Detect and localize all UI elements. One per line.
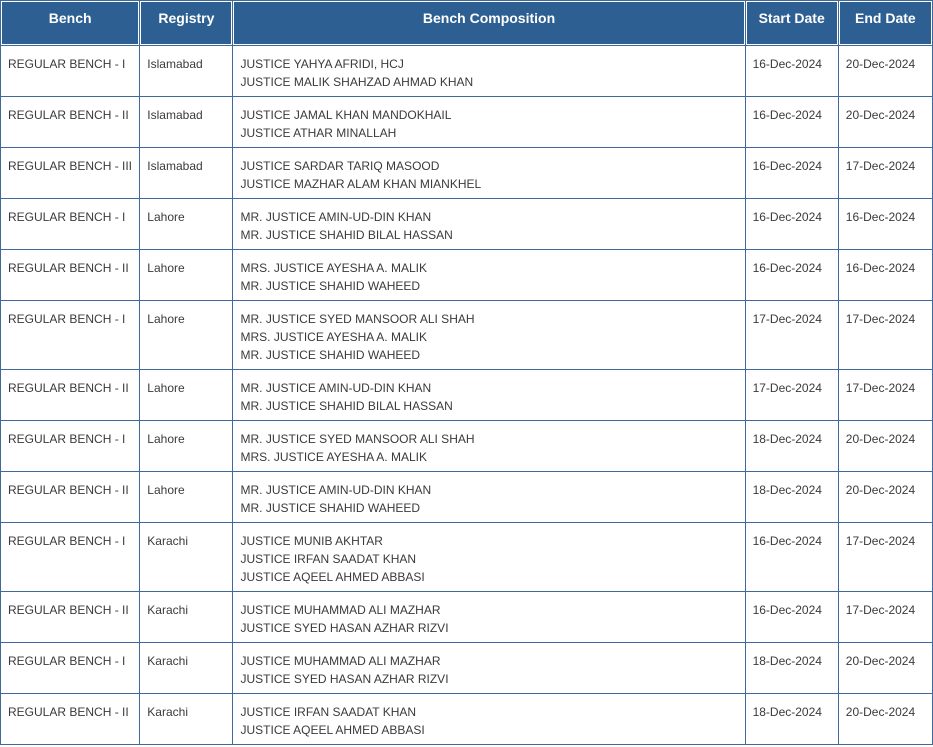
- end-date-cell: 20-Dec-2024: [839, 694, 932, 744]
- end-date-cell: 20-Dec-2024: [839, 46, 932, 96]
- judge-name: MR. JUSTICE SYED MANSOOR ALI SHAH: [240, 312, 475, 326]
- registry-cell: Islamabad: [140, 97, 232, 147]
- start-date-cell: 16-Dec-2024: [746, 46, 838, 96]
- bench-composition-cell: [233, 643, 744, 693]
- judge-name: MR. JUSTICE SHAHID WAHEED: [240, 348, 421, 362]
- judge-name: MRS. JUSTICE AYESHA A. MALIK: [240, 450, 427, 464]
- bench-cell: REGULAR BENCH - I: [1, 523, 139, 591]
- bench-cell: REGULAR BENCH - II: [1, 592, 139, 642]
- bench-cell: REGULAR BENCH - I: [1, 643, 139, 693]
- bench-composition-cell: [233, 97, 744, 147]
- judge-name: JUSTICE MUHAMMAD ALI MAZHAR: [240, 603, 441, 617]
- judge-name: JUSTICE MUNIB AKHTAR: [240, 534, 383, 548]
- registry-cell: Lahore: [140, 301, 232, 369]
- registry-cell: Lahore: [140, 472, 232, 522]
- bench-cell: REGULAR BENCH - I: [1, 199, 139, 249]
- registry-cell: Lahore: [140, 370, 232, 420]
- judge-name: MR. JUSTICE SHAHID BILAL HASSAN: [240, 399, 453, 413]
- table-row: [1, 523, 932, 591]
- table-header: [1, 1, 932, 45]
- start-date-cell: 17-Dec-2024: [746, 370, 838, 420]
- bench-cell: REGULAR BENCH - II: [1, 250, 139, 300]
- start-date-cell: 16-Dec-2024: [746, 592, 838, 642]
- end-date-cell: 17-Dec-2024: [839, 148, 932, 198]
- judge-name: MR. JUSTICE SYED MANSOOR ALI SHAH: [240, 432, 475, 446]
- judge-name: JUSTICE SYED HASAN AZHAR RIZVI: [240, 672, 449, 686]
- bench-composition-cell: [233, 472, 744, 522]
- table-row: [1, 370, 932, 420]
- end-date-cell: 17-Dec-2024: [839, 370, 932, 420]
- start-date-cell: 16-Dec-2024: [746, 148, 838, 198]
- judge-name: MR. JUSTICE SHAHID BILAL HASSAN: [240, 228, 453, 242]
- table-row: [1, 643, 932, 693]
- table-row: [1, 472, 932, 522]
- judge-name: MRS. JUSTICE AYESHA A. MALIK: [240, 261, 427, 275]
- start-date-cell: 18-Dec-2024: [746, 472, 838, 522]
- table-row: [1, 250, 932, 300]
- bench-cell: REGULAR BENCH - I: [1, 46, 139, 96]
- registry-cell: Karachi: [140, 592, 232, 642]
- end-date-cell: 20-Dec-2024: [839, 97, 932, 147]
- bench-composition-cell: [233, 250, 744, 300]
- header-registry: Registry: [140, 1, 232, 45]
- judge-name: JUSTICE AQEEL AHMED ABBASI: [240, 723, 425, 737]
- judge-name: JUSTICE MUHAMMAD ALI MAZHAR: [240, 654, 441, 668]
- registry-cell: Lahore: [140, 250, 232, 300]
- start-date-cell: 16-Dec-2024: [746, 523, 838, 591]
- judge-name: JUSTICE AQEEL AHMED ABBASI: [240, 570, 425, 584]
- end-date-cell: 16-Dec-2024: [839, 199, 932, 249]
- start-date-cell: 18-Dec-2024: [746, 421, 838, 471]
- registry-cell: Islamabad: [140, 46, 232, 96]
- table-row: [1, 421, 932, 471]
- registry-cell: Lahore: [140, 199, 232, 249]
- bench-composition-cell: [233, 199, 744, 249]
- end-date-cell: 17-Dec-2024: [839, 301, 932, 369]
- header-end-date: End Date: [839, 1, 932, 45]
- bench-composition-cell: [233, 301, 744, 369]
- bench-cell: REGULAR BENCH - I: [1, 421, 139, 471]
- table-row: [1, 97, 932, 147]
- table-row: [1, 694, 932, 744]
- bench-cell: REGULAR BENCH - II: [1, 370, 139, 420]
- end-date-cell: 16-Dec-2024: [839, 250, 932, 300]
- judge-name: JUSTICE JAMAL KHAN MANDOKHAIL: [240, 108, 452, 122]
- registry-cell: Karachi: [140, 694, 232, 744]
- judge-name: MR. JUSTICE SHAHID WAHEED: [240, 279, 421, 293]
- table-row: [1, 592, 932, 642]
- table-row: [1, 199, 932, 249]
- start-date-cell: 18-Dec-2024: [746, 694, 838, 744]
- judge-name: MR. JUSTICE AMIN-UD-DIN KHAN: [240, 483, 432, 497]
- judge-name: JUSTICE MAZHAR ALAM KHAN MIANKHEL: [240, 177, 482, 191]
- judge-name: JUSTICE ATHAR MINALLAH: [240, 126, 397, 140]
- table-row: [1, 148, 932, 198]
- judge-name: MR. JUSTICE SHAHID WAHEED: [240, 501, 421, 515]
- registry-cell: Karachi: [140, 523, 232, 591]
- bench-cell: REGULAR BENCH - II: [1, 472, 139, 522]
- start-date-cell: 16-Dec-2024: [746, 199, 838, 249]
- start-date-cell: 18-Dec-2024: [746, 643, 838, 693]
- bench-cell: REGULAR BENCH - II: [1, 97, 139, 147]
- judge-name: JUSTICE MALIK SHAHZAD AHMAD KHAN: [240, 75, 474, 89]
- registry-cell: Karachi: [140, 643, 232, 693]
- judge-name: JUSTICE SARDAR TARIQ MASOOD: [240, 159, 440, 173]
- table-row: [1, 46, 932, 96]
- judge-name: MR. JUSTICE AMIN-UD-DIN KHAN: [240, 381, 432, 395]
- header-row: [1, 1, 932, 45]
- end-date-cell: 20-Dec-2024: [839, 472, 932, 522]
- start-date-cell: 17-Dec-2024: [746, 301, 838, 369]
- bench-cell: REGULAR BENCH - I: [1, 301, 139, 369]
- end-date-cell: 20-Dec-2024: [839, 421, 932, 471]
- bench-composition-cell: [233, 592, 744, 642]
- judge-name: JUSTICE YAHYA AFRIDI, HCJ: [240, 57, 404, 71]
- start-date-cell: 16-Dec-2024: [746, 97, 838, 147]
- judge-name: MRS. JUSTICE AYESHA A. MALIK: [240, 330, 427, 344]
- judge-name: JUSTICE IRFAN SAADAT KHAN: [240, 705, 417, 719]
- header-bench: Bench: [1, 1, 139, 45]
- start-date-cell: 16-Dec-2024: [746, 250, 838, 300]
- end-date-cell: 17-Dec-2024: [839, 592, 932, 642]
- judge-name: JUSTICE SYED HASAN AZHAR RIZVI: [240, 621, 449, 635]
- bench-composition-cell: [233, 523, 744, 591]
- registry-cell: Islamabad: [140, 148, 232, 198]
- end-date-cell: 20-Dec-2024: [839, 643, 932, 693]
- bench-composition-cell: [233, 694, 744, 744]
- registry-cell: Lahore: [140, 421, 232, 471]
- header-bench-composition: Bench Composition: [233, 1, 744, 45]
- bench-composition-cell: [233, 421, 744, 471]
- judge-name: MR. JUSTICE AMIN-UD-DIN KHAN: [240, 210, 432, 224]
- bench-cell: REGULAR BENCH - II: [1, 694, 139, 744]
- bench-composition-cell: [233, 148, 744, 198]
- end-date-cell: 17-Dec-2024: [839, 523, 932, 591]
- bench-composition-cell: [233, 46, 744, 96]
- bench-cell: REGULAR BENCH - III: [1, 148, 139, 198]
- table-body: [1, 46, 932, 744]
- bench-composition-cell: [233, 370, 744, 420]
- judge-name: JUSTICE IRFAN SAADAT KHAN: [240, 552, 417, 566]
- table-row: [1, 301, 932, 369]
- header-start-date: Start Date: [746, 1, 838, 45]
